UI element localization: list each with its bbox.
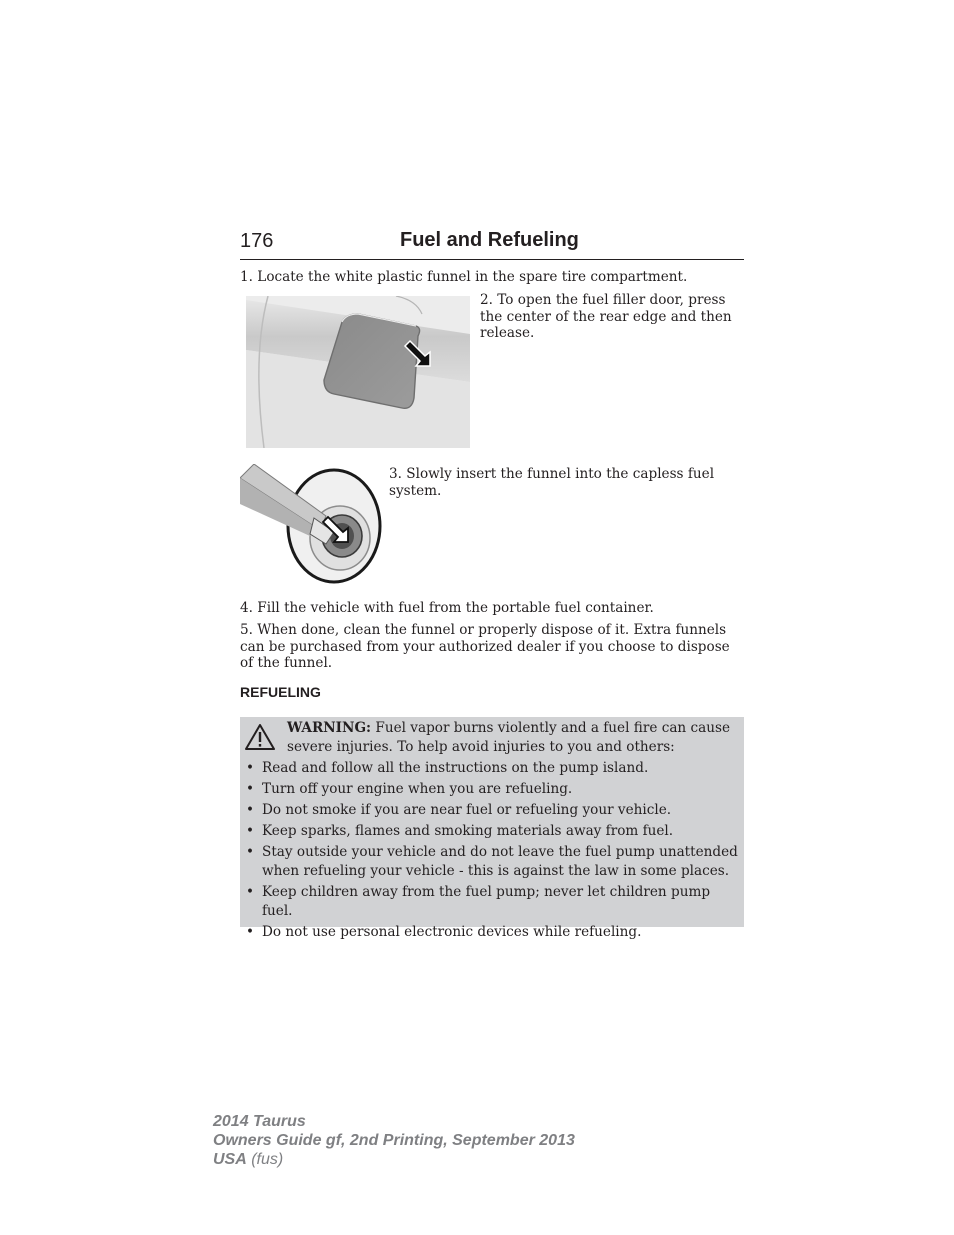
step-4-text: 4. Fill the vehicle with fuel from the portable fuel container.: [240, 600, 654, 616]
page-number: 176: [240, 230, 274, 252]
step-2-text: 2. To open the fuel filler door, press the center of the rear edge and then release.: [480, 292, 732, 341]
list-item: • Stay outside your vehicle and do not leave the fuel pump unattended when refueling your vehicle - this is against the law in some places.: [240, 843, 744, 881]
list-item: • Keep children away from the fuel pump; never let children pump fuel.: [240, 883, 744, 921]
step-1-text: 1. Locate the white plastic funnel in the spare tire compartment.: [240, 269, 688, 285]
warning-bullet-list: [240, 759, 744, 944]
footer-region-code: (fus): [246, 1151, 284, 1168]
step-3-text: 3. Slowly insert the funnel into the capless fuel system.: [389, 466, 715, 499]
list-item: • Do not smoke if you are near fuel or refueling your vehicle.: [240, 801, 744, 820]
list-item: • Turn off your engine when you are refueling.: [240, 780, 744, 799]
footer-edition: Owners Guide gf, 2nd Printing, September 2013: [213, 1132, 575, 1149]
arrow-icon: [318, 512, 356, 546]
arrow-icon: [400, 336, 434, 370]
list-item: • Read and follow all the instructions on the pump island.: [240, 759, 744, 778]
warning-box: [240, 717, 744, 940]
page-header: [240, 228, 744, 260]
warning-intro: [287, 719, 737, 757]
warning-label: WARNING:: [287, 720, 372, 736]
funnel-illustration: [240, 464, 382, 586]
section-title: Fuel and Refueling: [400, 229, 579, 251]
list-item: • Do not use personal electronic devices while refueling.: [240, 923, 744, 942]
footer-region-main: USA: [213, 1151, 247, 1168]
page-footer: [213, 1112, 575, 1169]
footer-model: 2014 Taurus: [213, 1113, 306, 1130]
footer-region: [213, 1150, 575, 1169]
fuel-door-illustration: [246, 296, 470, 448]
warning-triangle-icon: [244, 723, 276, 751]
step-5-text: 5. When done, clean the funnel or properly dispose of it. Extra funnels can be purchased from your authorized dealer if you choose to dispose of the funnel.: [240, 622, 730, 671]
list-item: • Keep sparks, flames and smoking materials away from fuel.: [240, 822, 744, 841]
warning-intro-text: Fuel vapor burns violently and a fuel fire can cause severe injuries. To help avoid injuries to you and others:: [287, 720, 730, 755]
refueling-heading: REFUELING: [240, 684, 321, 700]
